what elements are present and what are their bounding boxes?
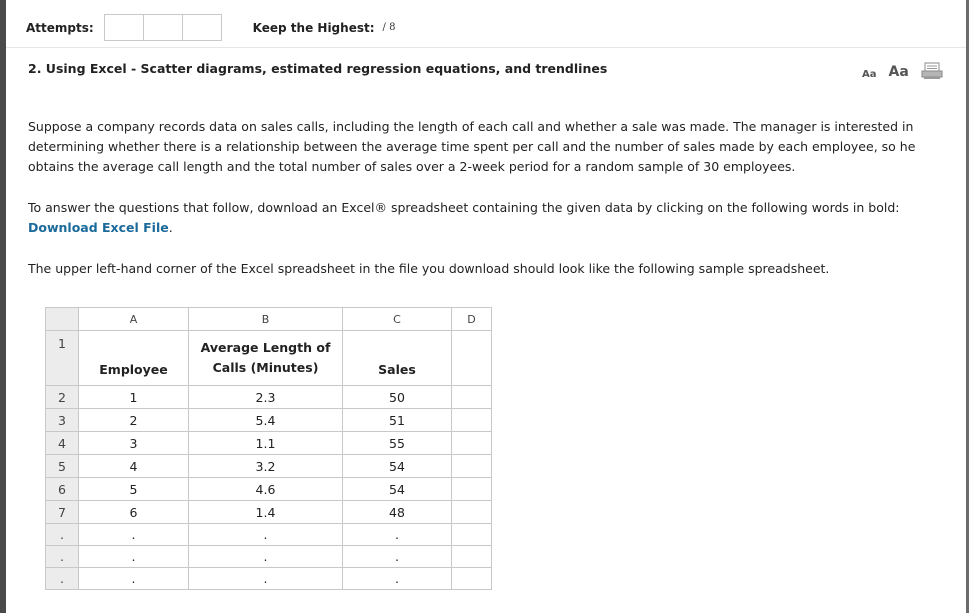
row-number: 4 [46, 432, 79, 455]
column-header: A [79, 308, 189, 331]
score-value: / 8 [382, 22, 396, 33]
divider [6, 47, 966, 48]
cell-call-length: 1.1 [189, 432, 343, 455]
increase-font-button[interactable]: Aa [888, 64, 909, 80]
download-excel-link[interactable]: Download Excel File [28, 220, 169, 235]
empty-cell [452, 455, 492, 478]
column-header-row [46, 308, 492, 331]
sample-description: The upper left-hand corner of the Excel spreadsheet in the file you download should look like the following sample spreadsheet. [28, 261, 830, 276]
header-average-length-line1: Average Length of [200, 340, 331, 355]
column-header: C [343, 308, 452, 331]
table-row [46, 524, 492, 546]
instructions-period: . [168, 220, 173, 235]
table-row [46, 331, 492, 386]
row-number: 5 [46, 455, 79, 478]
keep-highest-label: Keep the Highest: [252, 20, 375, 35]
attempts-bar [26, 14, 395, 41]
print-icon[interactable] [921, 62, 943, 80]
cell-employee: 2 [79, 409, 189, 432]
row-ellipsis: . [46, 524, 79, 546]
cell-call-length: 3.2 [189, 455, 343, 478]
cell-ellipsis: . [343, 546, 452, 568]
cell-sales: 51 [343, 409, 452, 432]
instructions-paragraph [28, 198, 948, 238]
row-ellipsis: . [46, 546, 79, 568]
cell-employee: 5 [79, 478, 189, 501]
empty-cell [452, 524, 492, 546]
table-row [46, 478, 492, 501]
cell-call-length: 4.6 [189, 478, 343, 501]
attempts-label: Attempts: [26, 20, 94, 35]
column-header: B [189, 308, 343, 331]
table-row [46, 455, 492, 478]
question-tools [862, 60, 943, 80]
cell-sales: 50 [343, 386, 452, 409]
cell-ellipsis: . [189, 546, 343, 568]
instructions-text: To answer the questions that follow, download an Excel® spreadsheet containing the given data by clicking on the following words in bold: [28, 200, 900, 215]
cell-sales: 54 [343, 478, 452, 501]
cell-ellipsis: . [189, 524, 343, 546]
empty-cell [452, 501, 492, 524]
cell-ellipsis: . [343, 568, 452, 590]
header-sales: Sales [343, 331, 452, 386]
cell-employee: 4 [79, 455, 189, 478]
table-row [46, 432, 492, 455]
attempt-box [144, 14, 183, 41]
cell-ellipsis: . [79, 568, 189, 590]
question-title: 2. Using Excel - Scatter diagrams, estimated regression equations, and trendlines [28, 61, 608, 76]
left-window-edge [0, 0, 6, 613]
empty-cell [452, 386, 492, 409]
cell-call-length: 5.4 [189, 409, 343, 432]
table-row [46, 409, 492, 432]
row-number: 2 [46, 386, 79, 409]
table-row [46, 386, 492, 409]
attempt-boxes [104, 14, 222, 41]
header-average-length [189, 331, 343, 386]
sample-spreadsheet [45, 307, 492, 590]
empty-cell [452, 331, 492, 386]
table-row [46, 501, 492, 524]
cell-sales: 55 [343, 432, 452, 455]
column-header: D [452, 308, 492, 331]
header-employee: Employee [79, 331, 189, 386]
attempt-box [104, 14, 144, 41]
cell-ellipsis: . [343, 524, 452, 546]
empty-cell [452, 568, 492, 590]
cell-employee: 6 [79, 501, 189, 524]
empty-cell [452, 409, 492, 432]
sheet-corner [46, 308, 79, 331]
attempt-box [183, 14, 222, 41]
empty-cell [452, 546, 492, 568]
cell-employee: 1 [79, 386, 189, 409]
cell-call-length: 2.3 [189, 386, 343, 409]
row-number: 3 [46, 409, 79, 432]
cell-ellipsis: . [189, 568, 343, 590]
row-number: 7 [46, 501, 79, 524]
row-number: 1 [46, 331, 79, 386]
empty-cell [452, 432, 492, 455]
cell-sales: 54 [343, 455, 452, 478]
cell-call-length: 1.4 [189, 501, 343, 524]
cell-ellipsis: . [79, 546, 189, 568]
cell-ellipsis: . [79, 524, 189, 546]
cell-employee: 3 [79, 432, 189, 455]
intro-paragraph: Suppose a company records data on sales calls, including the length of each call and whether a sale was made. The manager is interested in determining whether there is a relationship between the average time spent per call and the number of sales made by each employee, so he obtains the average call length and the total number of sales over a 2-week period for a random sample of 30 employees. [28, 119, 916, 174]
decrease-font-button[interactable]: Aa [862, 69, 877, 80]
table-row [46, 568, 492, 590]
empty-cell [452, 478, 492, 501]
row-number: 6 [46, 478, 79, 501]
row-ellipsis: . [46, 568, 79, 590]
header-average-length-line2: Calls (Minutes) [212, 360, 319, 375]
table-row [46, 546, 492, 568]
cell-sales: 48 [343, 501, 452, 524]
